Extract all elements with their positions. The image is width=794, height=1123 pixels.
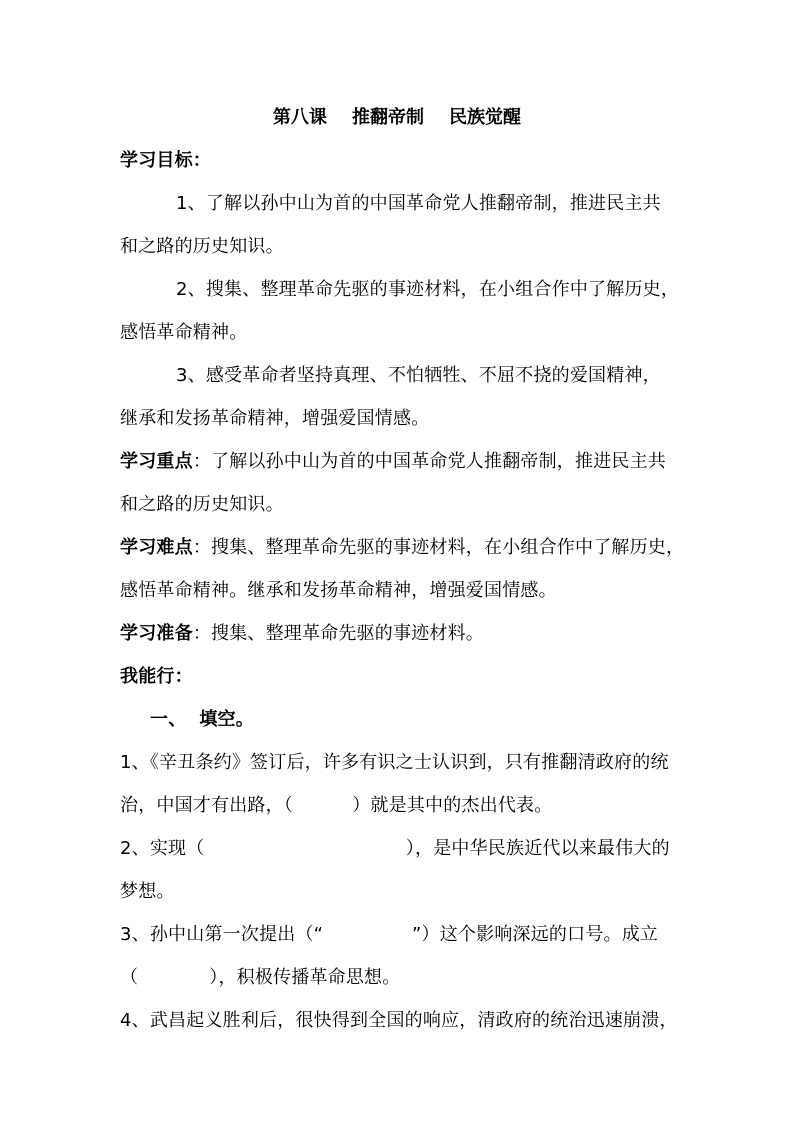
lesson-title: 第八课 推翻帝制 民族觉醒 — [272, 107, 522, 128]
question-1-line-2: 治，中国才有出路，（ ）就是其中的杰出代表。 — [120, 795, 553, 816]
difficulty-line-1 — [120, 537, 685, 559]
question-4-line-1: 4、武昌起义胜利后，很快得到全国的响应，清政府的统治迅速崩溃， — [120, 1010, 678, 1031]
key-point-line-1 — [120, 451, 685, 473]
question-2-line-1: 2、实现（ ），是中华民族近代以来最伟大的 — [120, 838, 670, 859]
question-2-line-2: 梦想。 — [120, 881, 175, 902]
key-point-label: 学习重点 — [120, 451, 193, 472]
objective-1-line-2: 和之路的历史知识。 — [120, 236, 284, 257]
key-point-line-2: 和之路的历史知识。 — [120, 494, 284, 515]
difficulty-text: ：搜集、整理革命先驱的事迹材料，在小组合作中了解历史， — [192, 537, 685, 558]
objectives-heading: 学习目标： — [120, 150, 211, 171]
objective-2-line-1: 2、搜集、整理革命先驱的事迹材料，在小组合作中了解历史， — [176, 279, 680, 300]
section-1-heading: 一、 填空。 — [150, 709, 254, 730]
preparation-label: 学习准备 — [120, 623, 193, 644]
preparation-line — [120, 623, 685, 645]
can-do-heading: 我能行： — [120, 666, 193, 687]
preparation-text: ：搜集、整理革命先驱的事迹材料。 — [192, 623, 485, 644]
difficulty-label: 学习难点 — [120, 537, 193, 558]
objective-1-line-1: 1、了解以孙中山为首的中国革命党人推翻帝制，推进民主共 — [176, 193, 661, 214]
objective-3-line-2: 继承和发扬革命精神，增强爱国情感。 — [120, 408, 430, 429]
objective-2-line-2: 感悟革命精神。 — [120, 322, 248, 343]
difficulty-line-2: 感悟革命精神。继承和发扬革命精神，增强爱国情感。 — [120, 580, 557, 601]
question-3-line-1: 3、孙中山第一次提出（“ ”）这个影响深远的口号。成立 — [120, 924, 659, 945]
key-point-text: ：了解以孙中山为首的中国革命党人推翻帝制，推进民主共 — [192, 451, 667, 472]
objective-3-line-1: 3、感受革命者坚持真理、不怕牺牲、不屈不挠的爱国精神， — [176, 365, 661, 386]
question-1-line-1: 1、《辛丑条约》签订后，许多有识之士认识到，只有推翻清政府的统 — [120, 752, 669, 773]
question-3-line-2: （ ），积极传播革命思想。 — [120, 967, 401, 988]
